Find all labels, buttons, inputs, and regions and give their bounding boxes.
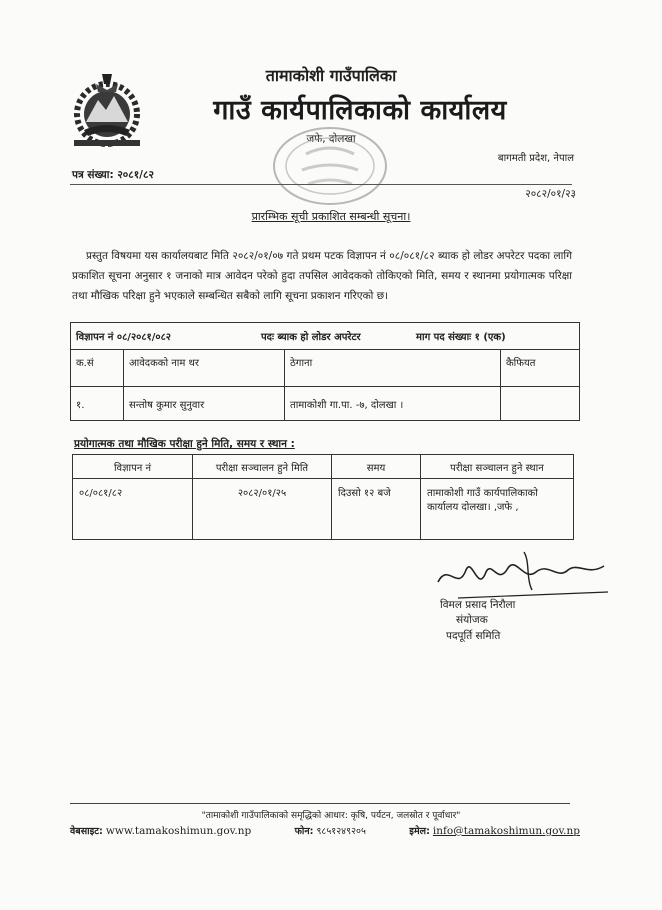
phone-number: ९८५१२४९२०५ xyxy=(316,826,366,837)
table-row xyxy=(71,387,580,421)
website-label: वेबसाइट: xyxy=(70,826,103,837)
header-divider xyxy=(70,184,572,185)
column-header: विज्ञापन नं xyxy=(73,455,193,479)
footer-contacts xyxy=(70,824,580,837)
table-cell: तामाकोशी गाउँ कार्यपालिकाको कार्यालय दोलखा। ,जफे , xyxy=(421,479,574,540)
table-cell: सन्तोष कुमार सुनुवार xyxy=(124,387,285,421)
advert-header-cell xyxy=(71,323,580,350)
website-link[interactable]: www.tamakoshimun.gov.np xyxy=(105,825,252,837)
table-cell: तामाकोशी गा.पा. -७, दोलखा । xyxy=(285,387,501,421)
table-row xyxy=(73,479,574,540)
email-link[interactable]: info@tamakoshimun.gov.np xyxy=(432,825,580,837)
table-header-row xyxy=(73,455,574,479)
signatory-name: विमल प्रसाद निरौला xyxy=(440,599,516,611)
subject-text: प्रारम्भिक सूची प्रकाशित सम्बन्धी सूचना। xyxy=(251,210,411,223)
signatory-role: संयोजक xyxy=(456,614,488,626)
email-label: इमेल: xyxy=(409,826,430,837)
table-cell: दिउसो १२ बजे xyxy=(332,479,421,540)
province: बागमती प्रदेश, नेपाल xyxy=(497,153,574,164)
column-header: आवेदकको नाम थर xyxy=(124,350,285,387)
column-header: कैफियत xyxy=(501,350,580,387)
column-header: क.सं xyxy=(71,350,124,387)
advert-seats: माग पद संख्याः १ (एक) xyxy=(416,332,506,343)
table-cell: ०८/०८१/८२ xyxy=(73,479,193,540)
column-header: समय xyxy=(332,455,421,479)
footer-slogan: "तामाकोशी गाउँपालिकाको समृद्धिको आधार: कृषि, पर्यटन, जलस्रोत र पूर्वाधार" xyxy=(201,811,461,821)
advert-post: पदः ब्याक हो लोडर अपरेटर xyxy=(261,332,361,343)
column-header: परीक्षा सञ्चालन हुने स्थान xyxy=(421,455,574,479)
handwritten-signature-icon xyxy=(428,542,618,606)
footer-phone xyxy=(295,824,366,837)
phone-label: फोन: xyxy=(294,826,314,837)
reference-number: पत्र संख्या: २०८१/८२ xyxy=(72,169,154,181)
table-cell: १. xyxy=(71,387,124,421)
exam-schedule-title: प्रयोगात्मक तथा मौखिक परीक्षा हुने मिति, समय र स्थान : xyxy=(74,438,295,450)
notice-body: प्रस्तुत विषयमा यस कार्यालयबाट मिति २०८२/०१/०७ गते प्रथम पटक विज्ञापन नं ०८/०८१/८२ ब्याक हो लोडर अपरेटर पदका लागि प्रकाशित सूचना अनुसार १ जनाको मात्र आवेदन परेको हुदा तपसिल आवेदकको तोकिएको मिति, समय र स्थानमा प्रयोगात्मक परिक्षा तथा मौखिक परिक्षा हुने भएकाले सम्बन्धित सबैको लागि सूचना प्रकाशन गरिएको छ। xyxy=(72,250,572,302)
footer-divider xyxy=(70,803,570,804)
advert-number: विज्ञापन नं ०८/२०८१/०८२ xyxy=(76,332,171,343)
table-cell: २०८२/०१/२५ xyxy=(193,479,332,540)
office-district: जफे, दोलखा xyxy=(306,133,356,145)
table-cell xyxy=(501,387,580,421)
municipality-name: तामाकोशी गाउँपालिका xyxy=(265,66,397,85)
office-name: गाउँ कार्यपालिकाको कार्यालय xyxy=(213,95,507,126)
table-header-row xyxy=(71,350,580,387)
exam-schedule-table xyxy=(72,454,574,540)
letter-date: २०८२/०१/२३ xyxy=(525,188,576,200)
applicants-table xyxy=(70,322,580,421)
subject-line xyxy=(0,209,662,224)
office-stamp-icon xyxy=(266,120,394,212)
signatory-committee: पदपूर्ति समिति xyxy=(446,630,501,642)
column-header: ठेगाना xyxy=(285,350,501,387)
column-header: परीक्षा सञ्चालन हुने मिति xyxy=(193,455,332,479)
footer-email xyxy=(409,824,580,837)
footer-website xyxy=(70,824,251,837)
